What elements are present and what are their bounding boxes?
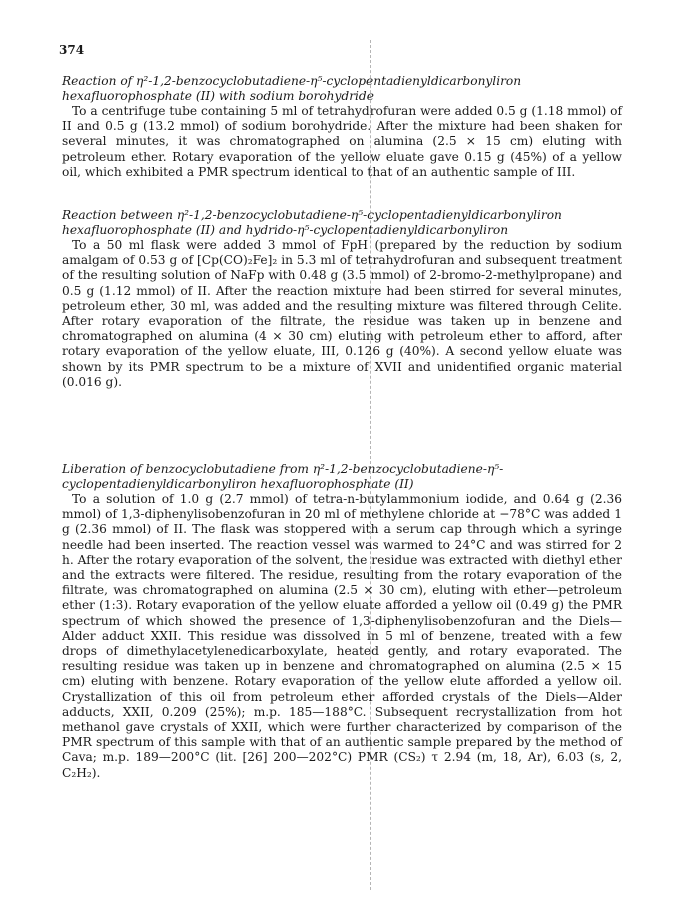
section-body: To a solution of 1.0 g (2.7 mmol) of tetra-n-butylammonium iodide, and 0.64 g (2.36 mmol) of 1,3-diphenylisobenzofuran in 20 ml of methylene chloride at −78°C was added 1 g (2.36 mmol) of II. The flask was stoppered with a serum cap through which a syringe needle had been inserted. The reaction vessel was warmed to 24°C and was stirred for 2 h. After the rotary evaporation of the solvent, the residue was extracted with diethyl ether and the extracts were filtered. The residue, resulting from the rotary evaporation of the filtrate, was chromatographed on alumina (2.5 × 30 cm), eluting with ether—petroleum ether (1:3). Rotary evaporation of the yellow eluate afforded a yellow oil (0.49 g) the PMR spectrum of which showed the presence of 1,3-diphenylisobenzofuran and the Diels—Alder adduct XXII. This residue was dissolved in 5 ml of benzene, treated with a few drops of dimethylacetylenedicarboxylate, heated gently, and rotary evaporated. The resulting residue was taken up in benzene and chromatographed on alumina (2.5 × 15 cm) eluting with benzene. Rotary evaporation of the yellow elute afforded a yellow oil. Crystallization of this oil from petroleum ether afforded crystals of the Diels—Alder adducts, XXII, 0.209 (25%); m.p. 185—188°C. Subsequent recrystallization from hot methanol gave crystals of XXII, which were further characterized by comparison of the PMR spectrum of this sample with that of an authentic sample prepared by the method of Cava; m.p. 189—200°C (lit. [26] 200—202°C) PMR (CS₂) τ 2.94 (m, 18, Ar), 6.03 (s, 2, C₂H₂). bbox=[62, 492, 622, 780]
section-title: Liberation of benzocyclobutadiene from η²-1,2-benzocyclobutadiene-η⁵-cyclopentadienyldicarbonyliron hexafluorophosphate (II) bbox=[62, 462, 504, 491]
section-title: Reaction between η²-1,2-benzocyclobutadiene-η⁵-cyclopentadienyldicarbonyliron hexafluorophosphate (II) and hydrido-η⁵-cyclopentadienyldicarbonyliron bbox=[62, 208, 562, 237]
section-borohydride-reaction bbox=[62, 74, 622, 180]
section-body: To a 50 ml flask were added 3 mmol of FpH (prepared by the reduction by sodium amalgam of 0.53 g of [Cp(CO)₂Fe]₂ in 5.3 ml of tetrahydrofuran and subsequent treatment of the resulting solution of NaFp with 0.48 g (3.5 mmol) of 2-bromo-2-methylpropane) and 0.5 g (1.12 mmol) of II. After the reaction mixture had been stirred for several minutes, petroleum ether, 30 ml, was added and the resulting mixture was filtered through Celite. After rotary evaporation of the filtrate, the residue was taken up in benzene and chromatographed on alumina (4 × 30 cm) eluting with petroleum ether to afford, after rotary evaporation of the yellow eluate, III, 0.126 g (40%). A second yellow eluate was shown by its PMR spectrum to be a mixture of XVII and unidentified organic material (0.016 g). bbox=[62, 238, 622, 389]
section-body: To a centrifuge tube containing 5 ml of tetrahydrofuran were added 0.5 g (1.18 mmol) of II and 0.5 g (13.2 mmol) of sodium borohydride. After the mixture had been shaken for several minutes, it was chromatographed on alumina (2.5 × 15 cm) eluting with petroleum ether. Rotary evaporation of the yellow eluate gave 0.15 g (45%) of a yellow oil, which exhibited a PMR spectrum identical to that of an authentic sample of III. bbox=[62, 104, 622, 179]
section-title: Reaction of η²-1,2-benzocyclobutadiene-η⁵-cyclopentadienyldicarbonyliron hexafluorophosphate (II) with sodium borohydride bbox=[62, 74, 522, 103]
section-liberation bbox=[62, 462, 622, 781]
section-hydrido-reaction bbox=[62, 208, 622, 390]
page-number: 374 bbox=[59, 43, 85, 57]
